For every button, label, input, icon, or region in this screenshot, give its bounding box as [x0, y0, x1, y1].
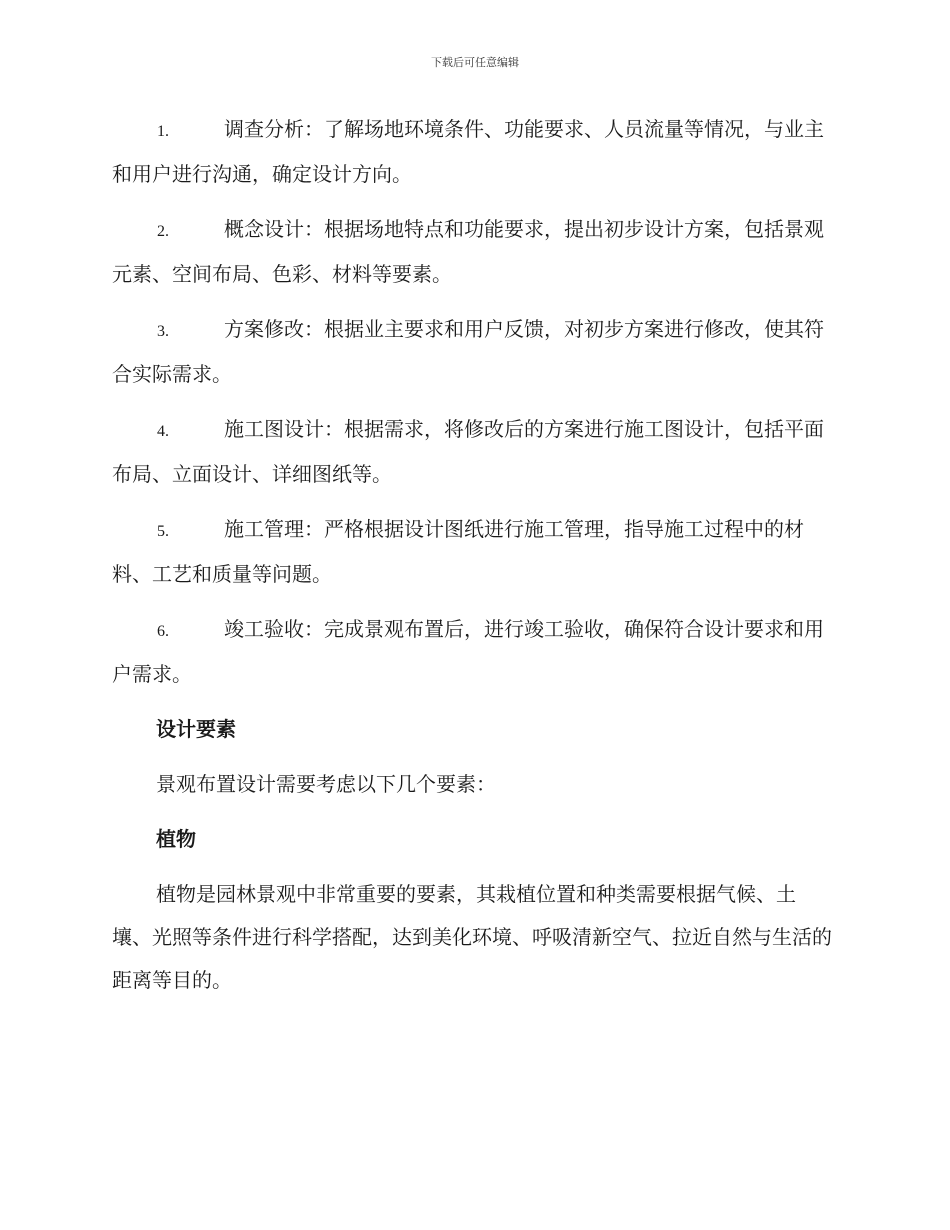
section-intro: 景观布置设计需要考虑以下几个要素：	[156, 772, 496, 796]
list-item-text: 调查分析：了解场地环境条件、功能要求、人员流量等情况，与业主和用户进行沟通，确定设计方向。	[112, 117, 824, 186]
list-item-text: 施工管理：严格根据设计图纸进行施工管理，指导施工过程中的材料、工艺和质量等问题。	[112, 517, 804, 586]
list-item-number: 6.	[157, 623, 169, 640]
list-item-number: 5.	[157, 523, 169, 540]
list-item-number: 4.	[157, 423, 169, 440]
list-item-number: 3.	[157, 323, 169, 340]
list-item-number: 1.	[157, 123, 169, 140]
list-item-text: 施工图设计：根据需求，将修改后的方案进行施工图设计，包括平面布局、立面设计、详细图纸等。	[112, 417, 824, 486]
list-item-number: 2.	[157, 223, 169, 240]
list-item-text: 竣工验收：完成景观布置后，进行竣工验收，确保符合设计要求和用户需求。	[112, 617, 824, 686]
list-item	[112, 408, 834, 496]
list-item	[112, 108, 834, 196]
list-item	[112, 608, 834, 696]
list-item-text: 方案修改：根据业主要求和用户反馈，对初步方案进行修改，使其符合实际需求。	[112, 317, 824, 386]
list-item	[112, 208, 834, 296]
section-heading: 设计要素	[156, 717, 236, 741]
list-item-text: 概念设计：根据场地特点和功能要求，提出初步设计方案，包括景观元素、空间布局、色彩、材料等要素。	[112, 217, 824, 286]
list-item	[112, 508, 834, 596]
subsection-heading: 植物	[156, 827, 196, 851]
page-header: 下载后可任意编辑	[431, 56, 519, 69]
list-item	[112, 308, 834, 396]
subsection-body: 植物是园林景观中非常重要的要素，其栽植位置和种类需要根据气候、土壤、光照等条件进行科学搭配，达到美化环境、呼吸清新空气、拉近自然与生活的距离等目的。	[112, 882, 832, 992]
document-body	[112, 108, 834, 1014]
